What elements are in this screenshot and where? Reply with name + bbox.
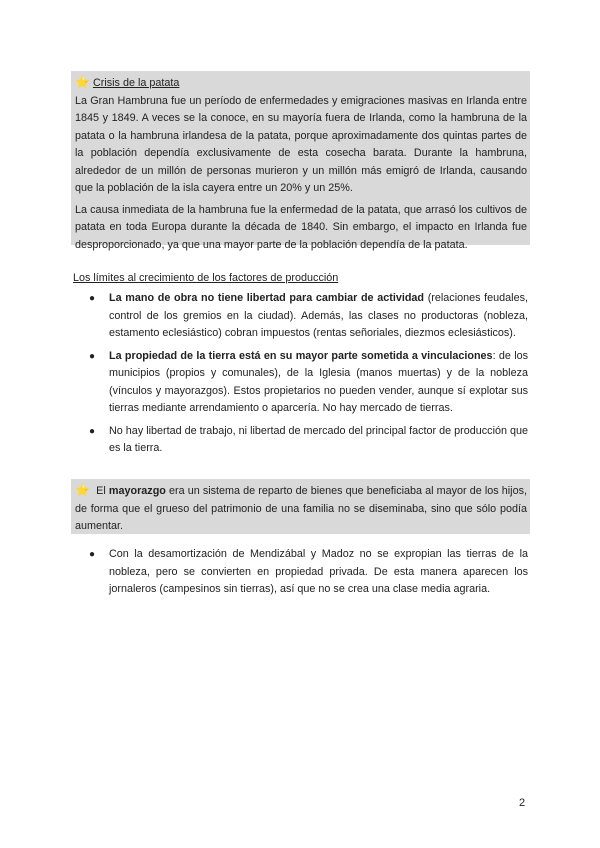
highlight-box-mayorazgo	[71, 479, 530, 534]
bullet-list-2	[73, 546, 528, 604]
box-title: Crisis de la patata	[92, 77, 180, 89]
box-text: era un sistema de reparto de bienes que beneficiaba al mayor de los hijos, de forma que el grueso del patrimonio de una familia no se diseminaba, sino que sólo podía aumentar.	[75, 485, 527, 532]
list-item	[73, 546, 528, 599]
box-bold-term: mayorazgo	[108, 485, 166, 497]
bullet-icon: ●	[89, 549, 96, 560]
star-icon: ⭐	[75, 75, 90, 89]
section-heading: Los límites al crecimiento de los factores de producción	[73, 272, 339, 284]
star-icon: ⭐	[75, 483, 91, 497]
list-item-bold: La propiedad de la tierra está en su mayor parte sometida a vinculaciones	[109, 349, 493, 362]
bullet-icon: ●	[89, 293, 96, 304]
list-item	[73, 290, 528, 343]
bullet-icon: ●	[89, 425, 96, 437]
highlight-box-potato-crisis	[71, 71, 530, 251]
box-paragraph-2: La causa inmediata de la hambruna fue la enfermedad de la patata, que arrasó los cultivos de patata en toda Europa durante la década de 1840. Sin embargo, el impacto en Irlanda fue desproporcionado, ya que una mayor parte de la población dependía de la patata.	[75, 203, 527, 251]
page-number: 2	[519, 797, 526, 809]
bullet-icon: ●	[89, 350, 96, 362]
box-paragraph-1: La Gran Hambruna fue un período de enfermedades y emigraciones masivas en Irlanda entre 1845 y 1849. A veces se la conoce, en su mayoría fuera de Irlanda, como la hambruna de la patata o la hambruna irlandesa de la patata, porque aproximadamente dos quintas partes de la población dependía exclusivamente de esta cosecha barata. Durante la hambruna, alrededor de un millón de personas murieron y un millón más emigró de Irlanda, causando que la población de la isla cayera entre un 20% y un 25%.	[75, 94, 527, 194]
list-item-text: No hay libertad de trabajo, ni libertad de mercado del principal factor de producción que es la tierra.	[109, 424, 528, 454]
list-item-text: Con la desamortización de Mendizábal y Madoz no se expropian las tierras de la nobleza, pero se convierten en propiedad privada. De esta manera aparecen los jornaleros (campesinos sin tierras), así que no se crea una clase media agraria.	[109, 548, 528, 595]
box-title-line	[75, 74, 527, 93]
list-item	[73, 348, 528, 418]
list-item-text: (relaciones feudales, control de los gremios en la ciudad). Además, las clases no productoras (nobleza, estamento eclesiástico) cobran impuestos (rentas señoriales, diezmos eclesiásticos).	[109, 292, 528, 339]
bullet-list	[73, 290, 528, 463]
list-item-bold: La mano de obra no tiene libertad para cambiar de actividad	[109, 292, 425, 304]
box-text-pre: El	[93, 485, 109, 497]
list-item-text: : de los municipios (propios y comunales), de la Iglesia (manos muertas) y de la nobleza (vínculos y mayorazgos). Estos propietarios no pueden vender, aunque sí explotar sus tierras mediante arrendamiento o aparcería. No hay mercado de tierras.	[109, 349, 528, 414]
box-paragraph	[75, 482, 527, 536]
list-item	[73, 423, 528, 458]
